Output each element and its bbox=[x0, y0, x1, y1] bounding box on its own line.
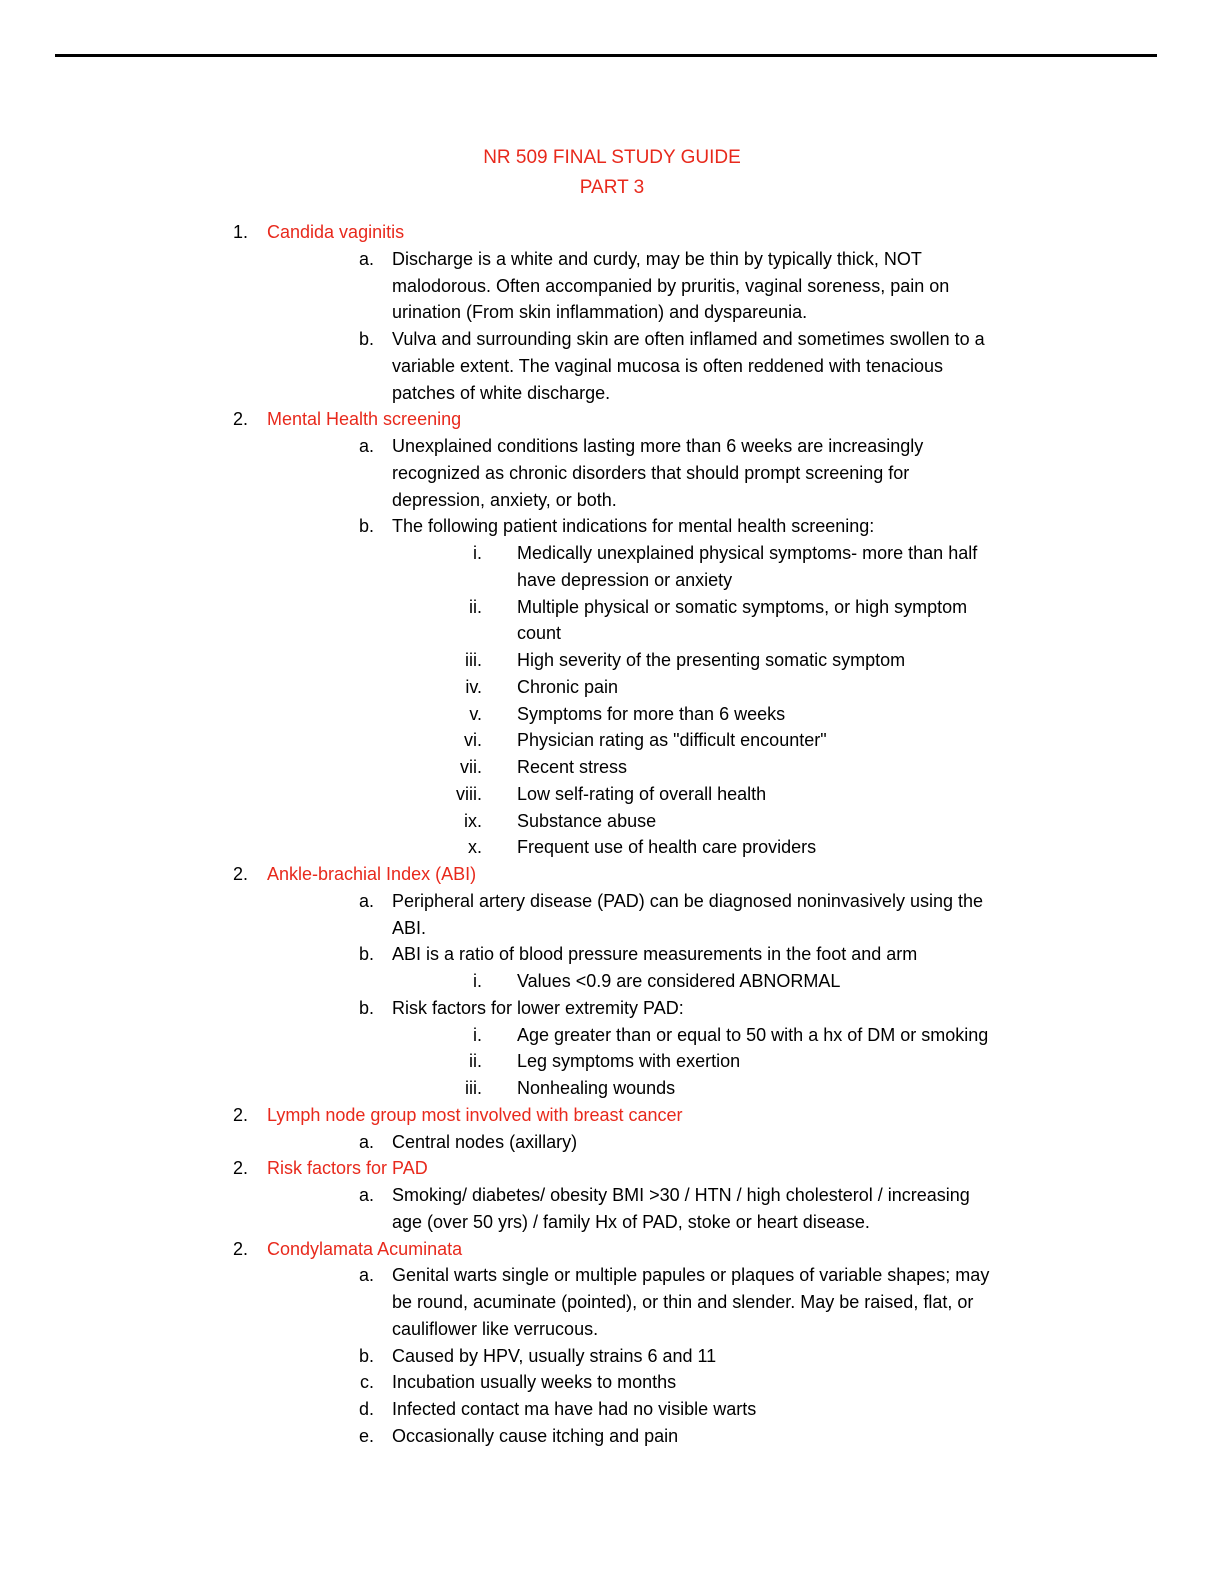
sub-list-item bbox=[0, 727, 1224, 754]
list-marker: i. bbox=[473, 1024, 482, 1045]
list-marker: iii. bbox=[465, 1078, 482, 1098]
list-text: variable extent. The vaginal mucosa is often reddened with tenacious bbox=[392, 355, 944, 376]
list-marker: 2. bbox=[232, 409, 248, 430]
list-text: Caused by HPV, usually strains 6 and 11 bbox=[392, 1345, 717, 1366]
list-marker: ii. bbox=[469, 596, 482, 617]
list-text: Peripheral artery disease (PAD) can be diagnosed noninvasively using the bbox=[392, 890, 984, 911]
list-marker: b. bbox=[358, 997, 374, 1018]
list-item bbox=[0, 460, 1224, 487]
list-marker: v. bbox=[469, 703, 482, 724]
list-text: have depression or anxiety bbox=[517, 569, 733, 590]
list-marker: ix. bbox=[464, 810, 482, 831]
list-item bbox=[0, 1129, 1224, 1156]
list-marker: b. bbox=[358, 329, 374, 349]
list-marker: 2. bbox=[232, 864, 248, 884]
list-text: Unexplained conditions lasting more than 6 weeks are increasingly bbox=[392, 436, 924, 456]
list-text: High severity of the presenting somatic symptom bbox=[517, 650, 906, 670]
list-marker: e. bbox=[358, 1425, 374, 1446]
list-marker: iv. bbox=[465, 676, 482, 697]
section-heading bbox=[0, 861, 1224, 888]
list-text: Discharge is a white and curdy, may be thin by typically thick, NOT bbox=[392, 248, 922, 269]
section-heading bbox=[0, 1155, 1224, 1182]
header-rule bbox=[55, 54, 1157, 57]
list-item bbox=[0, 273, 1224, 300]
section-heading bbox=[0, 406, 1224, 433]
list-text: Infected contact ma have had no visible warts bbox=[392, 1399, 757, 1419]
list-marker: 2. bbox=[232, 1158, 248, 1179]
list-item bbox=[0, 487, 1224, 514]
sub-list-item bbox=[0, 1075, 1224, 1102]
list-text: Risk factors for lower extremity PAD: bbox=[392, 997, 684, 1018]
list-text: Medically unexplained physical symptoms- more than half bbox=[517, 543, 978, 563]
list-marker: i. bbox=[473, 543, 482, 563]
list-text: Vulva and surrounding skin are often inflamed and sometimes swollen to a bbox=[392, 329, 985, 349]
list-text: Occasionally cause itching and pain bbox=[392, 1425, 679, 1446]
list-text: Lymph node group most involved with breast cancer bbox=[267, 1104, 683, 1125]
list-item bbox=[0, 326, 1224, 353]
list-marker: 2. bbox=[232, 1104, 248, 1125]
document-title: NR 509 FINAL STUDY GUIDE bbox=[483, 147, 741, 168]
list-item bbox=[0, 1423, 1224, 1450]
list-item bbox=[0, 995, 1224, 1022]
sub-list-item bbox=[0, 808, 1224, 835]
list-text: ABI. bbox=[392, 917, 427, 938]
list-text: ABI is a ratio of blood pressure measurements in the foot and arm bbox=[392, 944, 918, 965]
sub-list-item bbox=[0, 674, 1224, 701]
list-marker: iii. bbox=[465, 650, 482, 670]
list-text: Frequent use of health care providers bbox=[517, 837, 817, 858]
section-heading bbox=[0, 1236, 1224, 1263]
list-text: be round, acuminate (pointed), or thin and slender. May be raised, flat, or bbox=[392, 1292, 974, 1312]
list-marker: a. bbox=[358, 1185, 374, 1205]
list-marker: vi. bbox=[464, 730, 482, 751]
list-marker: 1. bbox=[232, 222, 248, 242]
list-text: Central nodes (axillary) bbox=[392, 1131, 578, 1152]
list-text: patches of white discharge. bbox=[392, 382, 611, 403]
list-text: Ankle-brachial Index (ABI) bbox=[267, 864, 477, 884]
list-marker: a. bbox=[358, 890, 374, 911]
list-text: Leg symptoms with exertion bbox=[517, 1051, 741, 1072]
section-heading bbox=[0, 1102, 1224, 1129]
list-item bbox=[0, 1343, 1224, 1370]
list-item bbox=[0, 1209, 1224, 1236]
sub-list-item bbox=[0, 594, 1224, 621]
list-marker: i. bbox=[473, 971, 482, 991]
sub-list-item bbox=[0, 781, 1224, 808]
study-guide-list bbox=[0, 219, 1224, 1450]
list-text: Incubation usually weeks to months bbox=[392, 1372, 677, 1393]
list-text: age (over 50 yrs) / family Hx of PAD, stoke or heart disease. bbox=[392, 1211, 870, 1232]
list-text: Candida vaginitis bbox=[267, 222, 405, 242]
list-marker: b. bbox=[358, 1345, 374, 1366]
list-marker: a. bbox=[358, 1131, 374, 1152]
sub-list-item bbox=[0, 754, 1224, 781]
list-text: Genital warts single or multiple papules or plaques of variable shapes; may bbox=[392, 1265, 990, 1286]
list-item bbox=[0, 888, 1224, 915]
list-item bbox=[0, 513, 1224, 540]
list-text: Substance abuse bbox=[517, 810, 657, 831]
list-text: recognized as chronic disorders that should prompt screening for bbox=[392, 462, 910, 483]
list-text: Physician rating as "difficult encounter" bbox=[517, 730, 827, 751]
list-marker: c. bbox=[359, 1372, 374, 1393]
list-marker: a. bbox=[358, 1265, 374, 1286]
list-item bbox=[0, 1316, 1224, 1343]
sub-list-item bbox=[0, 1022, 1224, 1049]
list-item bbox=[0, 1182, 1224, 1209]
sub-list-item bbox=[0, 620, 1224, 647]
list-marker: viii. bbox=[456, 783, 482, 804]
document-subtitle: PART 3 bbox=[579, 177, 645, 198]
sub-list-item bbox=[0, 540, 1224, 567]
list-text: urination (From skin inflammation) and dyspareunia. bbox=[392, 302, 808, 323]
list-item bbox=[0, 1369, 1224, 1396]
list-item bbox=[0, 1262, 1224, 1289]
list-text: Chronic pain bbox=[517, 676, 619, 697]
list-marker: b. bbox=[358, 516, 374, 537]
list-item bbox=[0, 1289, 1224, 1316]
list-marker: vii. bbox=[460, 757, 482, 777]
list-item bbox=[0, 915, 1224, 942]
list-text: cauliflower like verrucous. bbox=[392, 1318, 599, 1339]
list-marker: d. bbox=[358, 1399, 374, 1419]
list-text: Recent stress bbox=[517, 757, 628, 777]
list-marker: 2. bbox=[232, 1238, 248, 1259]
list-text: Smoking/ diabetes/ obesity BMI >30 / HTN / high cholesterol / increasing bbox=[392, 1185, 970, 1205]
list-item bbox=[0, 246, 1224, 273]
list-item bbox=[0, 353, 1224, 380]
list-text: Age greater than or equal to 50 with a hx of DM or smoking bbox=[517, 1024, 989, 1045]
sub-list-item bbox=[0, 834, 1224, 861]
list-text: Low self-rating of overall health bbox=[517, 783, 767, 804]
sub-list-item bbox=[0, 647, 1224, 674]
list-text: malodorous. Often accompanied by pruritis, vaginal soreness, pain on bbox=[392, 275, 950, 296]
list-item bbox=[0, 1396, 1224, 1423]
list-text: Multiple physical or somatic symptoms, or high symptom bbox=[517, 596, 968, 617]
list-item bbox=[0, 380, 1224, 407]
list-text: Values <0.9 are considered ABNORMAL bbox=[517, 971, 841, 991]
list-text: Mental Health screening bbox=[267, 409, 462, 430]
list-text: Nonhealing wounds bbox=[517, 1078, 676, 1098]
list-text: depression, anxiety, or both. bbox=[392, 489, 617, 510]
list-item bbox=[0, 299, 1224, 326]
sub-list-item bbox=[0, 1048, 1224, 1075]
sub-list-item bbox=[0, 968, 1224, 995]
sub-list-item bbox=[0, 567, 1224, 594]
list-item bbox=[0, 941, 1224, 968]
list-item bbox=[0, 433, 1224, 460]
list-marker: b. bbox=[358, 944, 374, 965]
list-marker: a. bbox=[358, 248, 374, 269]
sub-list-item bbox=[0, 701, 1224, 728]
list-marker: ii. bbox=[469, 1051, 482, 1072]
list-marker: a. bbox=[358, 436, 374, 456]
list-text: Condylamata Acuminata bbox=[267, 1238, 463, 1259]
list-text: count bbox=[517, 623, 562, 644]
section-heading bbox=[0, 219, 1224, 246]
list-text: The following patient indications for mental health screening: bbox=[392, 516, 875, 537]
list-text: Risk factors for PAD bbox=[267, 1158, 428, 1179]
list-text: Symptoms for more than 6 weeks bbox=[517, 703, 786, 724]
list-marker: x. bbox=[467, 837, 482, 858]
